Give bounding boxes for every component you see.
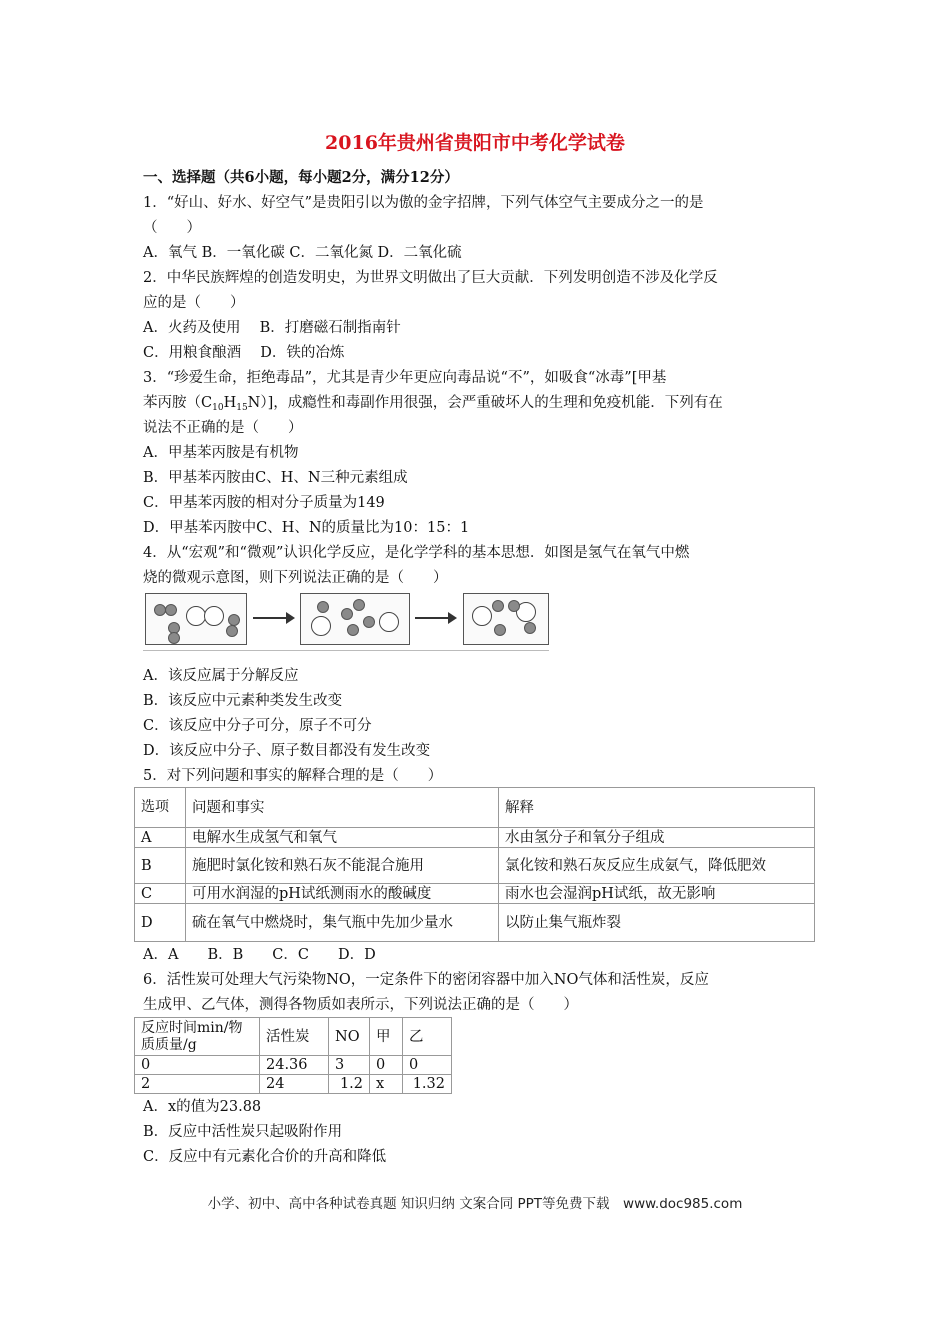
table-header-cell: 选项 xyxy=(135,788,186,828)
subscript-15: 15 xyxy=(236,403,248,413)
formula-prefix: 苯丙胺（C xyxy=(143,395,213,411)
page-title: 2016年贵州省贵阳市中考化学试卷 xyxy=(325,132,625,154)
question-4-option-c: C．该反应中分子可分，原子不可分 xyxy=(143,718,372,734)
table-cell: 0 xyxy=(403,1056,452,1075)
oxygen-atom xyxy=(204,606,224,626)
question-4-stem: 4．从“宏观”和“微观”认识化学反应，是化学学科的基本思想．如图是氢气在氧气中燃 xyxy=(143,545,690,561)
question-3-stem-end: 说法不正确的是（ ） xyxy=(143,420,303,436)
hydrogen-atom xyxy=(494,624,506,636)
table-header-cell: 乙 xyxy=(403,1018,452,1056)
table-row xyxy=(135,848,815,884)
oxygen-atom xyxy=(379,612,399,632)
formula-h: H xyxy=(223,395,237,411)
question-3-option-c: C．甲基苯丙胺的相对分子质量为149 xyxy=(143,495,385,511)
reaction-arrow xyxy=(415,617,455,619)
section-heading: 一、选择题（共6小题，每小题2分，满分12分） xyxy=(143,169,459,186)
table-cell: 24.36 xyxy=(260,1056,329,1075)
table-header-cell: 问题和事实 xyxy=(186,788,499,828)
table-row xyxy=(135,1075,452,1094)
table-cell: 氯化铵和熟石灰反应生成氨气，降低肥效 xyxy=(499,848,815,884)
oxygen-atom xyxy=(311,616,331,636)
question-6-stem: 6．活性炭可处理大气污染物NO，一定条件下的密闭容器中加入NO气体和活性炭，反应 xyxy=(143,972,709,988)
table-header-row xyxy=(135,788,815,828)
products-box xyxy=(463,593,549,645)
table-cell: 雨水也会湿润pH试纸，故无影响 xyxy=(499,884,815,904)
question-5-stem: 5．对下列问题和事实的解释合理的是（ ） xyxy=(143,768,443,784)
question-2-stem: 2．中华民族辉煌的创造发明史，为世界文明做出了巨大贡献．下列发明创造不涉及化学反 xyxy=(143,270,718,286)
question-6-option-a: A．x的值为23.88 xyxy=(143,1099,262,1115)
question-4-stem-cont: 烧的微观示意图，则下列说法正确的是（ ） xyxy=(143,570,448,586)
question-3-option-a: A．甲基苯丙胺是有机物 xyxy=(143,445,299,461)
diagram-baseline xyxy=(143,650,549,651)
oxygen-atom xyxy=(472,606,492,626)
table-cell: 1.32 xyxy=(403,1075,452,1094)
table-cell: 2 xyxy=(135,1075,260,1094)
table-cell: C xyxy=(135,884,186,904)
table-header-cell: 解释 xyxy=(499,788,815,828)
hydrogen-atom xyxy=(226,625,238,637)
table-cell: 1.2 xyxy=(329,1075,370,1094)
page-footer: 小学、初中、高中各种试卷真题 知识归纳 文案合同 PPT等免费下载 www.doc985.com xyxy=(207,1196,743,1212)
hydrogen-atom xyxy=(317,601,329,613)
table-cell: 以防止集气瓶炸裂 xyxy=(499,904,815,942)
hydrogen-atom xyxy=(363,616,375,628)
table-cell: 硫在氧气中燃烧时，集气瓶中先加少量水 xyxy=(186,904,499,942)
table-cell: B xyxy=(135,848,186,884)
question-4-option-d: D．该反应中分子、原子数目都没有发生改变 xyxy=(143,743,431,759)
question-2-options-ab: A．火药及使用 B．打磨磁石制指南针 xyxy=(143,320,401,336)
table-row xyxy=(135,904,815,942)
table-row xyxy=(135,884,815,904)
formula-suffix: N）]，成瘾性和毒副作用很强，会严重破坏人的生理和免疫机能．下列有在 xyxy=(247,395,723,411)
atoms-box xyxy=(300,593,410,645)
table-header-cell: 活性炭 xyxy=(260,1018,329,1056)
question-6-option-b: B．反应中活性炭只起吸附作用 xyxy=(143,1124,343,1140)
reactants-box xyxy=(145,593,247,645)
reaction-arrow xyxy=(253,617,293,619)
hydrogen-atom xyxy=(341,608,353,620)
question-5-table xyxy=(134,787,815,942)
question-6-option-c: C．反应中有元素化合价的升高和降低 xyxy=(143,1149,387,1165)
question-6-table xyxy=(134,1017,452,1094)
question-4-option-a: A．该反应属于分解反应 xyxy=(143,668,299,684)
question-1-stem: 1．“好山、好水、好空气”是贵阳引以为傲的金字招牌，下列气体空气主要成分之一的是 xyxy=(143,195,704,211)
table-row xyxy=(135,828,815,848)
hydrogen-atom xyxy=(508,600,520,612)
hydrogen-atom xyxy=(353,599,365,611)
table-header-cell: 反应时间min/物质质量/g xyxy=(135,1018,260,1056)
table-cell: D xyxy=(135,904,186,942)
question-1-stem-cont: （ ） xyxy=(143,220,201,236)
table-cell: A xyxy=(135,828,186,848)
hydrogen-atom xyxy=(347,624,359,636)
table-cell: 3 xyxy=(329,1056,370,1075)
question-6-stem-cont: 生成甲、乙气体，测得各物质如表所示，下列说法正确的是（ ） xyxy=(143,997,578,1013)
question-3-stem-cont xyxy=(143,393,723,418)
oxygen-atom xyxy=(186,606,206,626)
question-4-option-b: B．该反应中元素种类发生改变 xyxy=(143,693,343,709)
hydrogen-atom xyxy=(165,604,177,616)
table-cell: 24 xyxy=(260,1075,329,1094)
question-2-options-cd: C．用粮食酿酒 D．铁的冶炼 xyxy=(143,345,345,361)
table-cell: 可用水润湿的pH试纸测雨水的酸碱度 xyxy=(186,884,499,904)
table-header-row xyxy=(135,1018,452,1056)
table-header-cell: NO xyxy=(329,1018,370,1056)
table-cell: 水由氢分子和氧分子组成 xyxy=(499,828,815,848)
subscript-10: 10 xyxy=(212,403,224,413)
reaction-micro-diagram xyxy=(143,587,549,651)
table-cell: 0 xyxy=(135,1056,260,1075)
question-3-option-b: B．甲基苯丙胺由C、H、N三种元素组成 xyxy=(143,470,408,486)
table-header-cell: 甲 xyxy=(370,1018,403,1056)
question-5-options: A．A B．B C．C D．D xyxy=(143,947,376,963)
hydrogen-atom xyxy=(524,622,536,634)
table-cell: 电解水生成氢气和氧气 xyxy=(186,828,499,848)
question-3-stem: 3．“珍爱生命，拒绝毒品”，尤其是青少年更应向毒品说“不”，如吸食“冰毒”[甲基 xyxy=(143,370,667,386)
table-cell: 施肥时氯化铵和熟石灰不能混合施用 xyxy=(186,848,499,884)
table-cell: x xyxy=(370,1075,403,1094)
hydrogen-atom xyxy=(492,600,504,612)
table-row xyxy=(135,1056,452,1075)
table-cell: 0 xyxy=(370,1056,403,1075)
question-1-options: A．氧气 B．一氧化碳 C．二氧化氮 D．二氧化硫 xyxy=(143,245,462,261)
hydrogen-atom xyxy=(168,632,180,644)
question-3-option-d: D．甲基苯丙胺中C、H、N的质量比为10：15：1 xyxy=(143,520,470,536)
question-2-stem-cont: 应的是（ ） xyxy=(143,295,245,311)
